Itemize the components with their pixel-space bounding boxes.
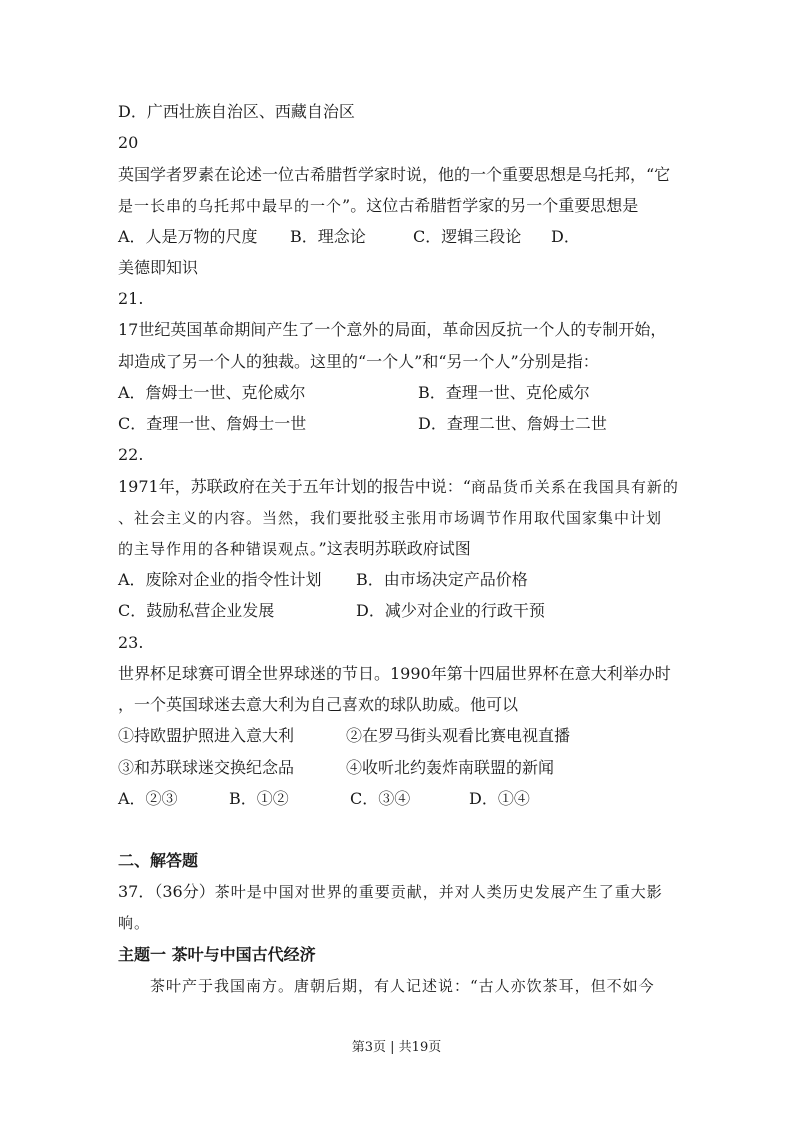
q21-option-a: A．詹姆士一世、克伦威尔 [118, 383, 306, 402]
q23-item-3: ③和苏联球迷交换纪念品 [118, 758, 295, 777]
q21-option-c: C．查理一世、詹姆士一世 [118, 414, 307, 433]
q37-line2: 响。 [118, 914, 151, 932]
q22-stem-line3 [118, 539, 471, 559]
q21-stem-line1: 17世纪英国革命期间产生了一个意外的局面，革命因反抗一个人的专制开始， [118, 320, 667, 339]
q20-option-b: B．理念论 [290, 227, 366, 246]
q23-item-2: ②在罗马街头观看比赛电视直播 [346, 726, 571, 745]
q22-number: 22. [118, 445, 144, 464]
q23-option-c: C．③④ [350, 789, 411, 808]
q23-stem-line1: 世界杯足球赛可谓全世界球迷的节日。1990年第十四届世界杯在意大利举办时 [118, 664, 671, 683]
q22-option-a: A．废除对企业的指令性计划 [118, 570, 322, 589]
q22-option-d: D．减少对企业的行政干预 [356, 601, 545, 620]
q21-number: 21. [118, 289, 144, 308]
q20-option-c: C．逻辑三段论 [413, 227, 522, 246]
q23-item-1: ①持欧盟护照进入意大利 [118, 726, 295, 745]
page-footer: 第3页 | 共19页 [351, 1040, 442, 1055]
q23-option-d: D．①④ [469, 789, 530, 808]
q20-option-a: A．人是万物的尺度 [118, 227, 258, 246]
q23-stem-line2: ，一个英国球迷去意大利为自己喜欢的球队助威。他可以 [118, 695, 519, 714]
q20-stem-line2 [118, 196, 638, 216]
q37-line1 [118, 882, 663, 902]
q20-number: 20 [118, 133, 139, 152]
q21-stem-line2: 却造成了另一个人的独裁。这里的“一个人”和“另一个人”分别是指： [118, 352, 599, 371]
q22-quote-3: 的主导作用的各种错误观点。 [118, 540, 319, 558]
q21-option-b: B．查理一世、克伦威尔 [418, 383, 590, 402]
topic1-paragraph: 茶叶产于我国南方。唐朝后期，有人记述说：“古人亦饮茶耳，但不如今 [150, 977, 655, 995]
q21-option-d: D．查理二世、詹姆士二世 [418, 414, 607, 433]
q20-option-d: D． [551, 227, 580, 246]
q19-option-d: D．广西壮族自治区、西藏自治区 [118, 102, 355, 121]
q22-quote-1: 商品货币关系在我国具有新的 [470, 478, 679, 496]
topic1-heading: 主题一 茶叶与中国古代经济 [118, 945, 316, 964]
q23-option-a: A．②③ [118, 789, 178, 808]
q20-stem-rest: ”。这位古希腊哲学家的另一个重要思想是 [342, 196, 639, 215]
q20-stem-line1: 英国学者罗素在论述一位古希腊哲学家时说，他的一个重要思想是乌托邦，“它 [118, 165, 671, 184]
q20-quote: 是一长串的乌托邦中最早的一个 [118, 197, 343, 215]
q22-option-b: B．由市场决定产品价格 [356, 570, 528, 589]
section-heading: 二、解答题 [118, 851, 199, 870]
q23-option-b: B．①② [229, 789, 289, 808]
q37-number: 37．（36分） [118, 882, 215, 901]
q22-stem-line2: 、社会主义的内容。当然，我们要批驳主张用市场调节作用取代国家集中计划 [118, 509, 663, 527]
q20-option-d-text: 美德即知识 [118, 258, 199, 277]
q23-item-4: ④收听北约轰炸南联盟的新闻 [346, 758, 555, 777]
q22-stem-rest: ”这表明苏联政府试图 [318, 539, 471, 558]
q23-number: 23. [118, 633, 144, 652]
q22-stem-line1 [118, 477, 679, 497]
q22-option-c: C．鼓励私营企业发展 [118, 601, 275, 620]
q37-stem: 茶叶是中国对世界的重要贡献，并对人类历史发展产生了重大影 [214, 883, 663, 901]
q22-stem-lead: 1971年，苏联政府在关于五年计划的报告中说：“ [118, 477, 471, 496]
